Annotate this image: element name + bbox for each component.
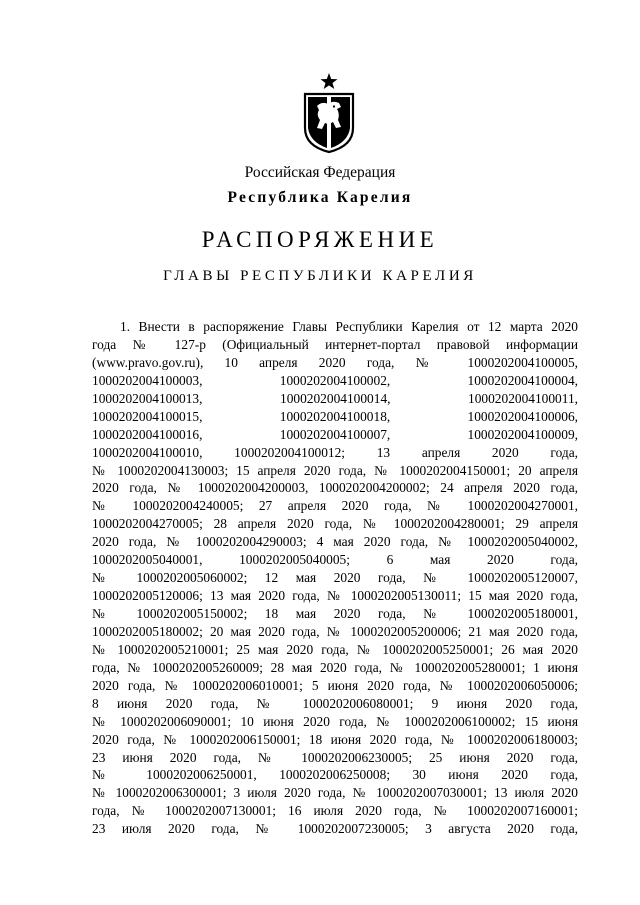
body-line: 23 июля 2020 года, № 1000202007230005; 3 августа 2020 года, xyxy=(92,821,578,837)
body-line: 2020 года, № 1000202006010001; 5 июня 2020 года, № 1000202006050006; xyxy=(92,677,578,693)
body-line: года, № 1000202005260009; 28 мая 2020 года, № 1000202005280001; 1 июня xyxy=(92,659,578,675)
body-line: 1. Внести в распоряжение Главы Республики Карелия от 12 марта 2020 xyxy=(120,319,578,334)
karelia-coat-of-arms-icon xyxy=(300,72,358,154)
body-line: 1000202005180002; 20 мая 2020 года, № 1000202005200006; 21 мая 2020 года, xyxy=(92,623,578,639)
body-line: 23 июня 2020 года, № 1000202006230005; 25 июня 2020 года, xyxy=(92,749,578,765)
body-line: № 1000202005210001; 25 мая 2020 года, № 1000202005250001; 26 мая 2020 xyxy=(92,641,578,657)
body-line: года № 127-р (Официальный интернет-портал правовой информации xyxy=(92,336,578,352)
body-line: 1000202004100016, 1000202004100007, 1000202004100009, xyxy=(92,426,578,442)
body-line: 1000202005120006; 13 мая 2020 года, № 1000202005130011; 15 мая 2020 года, xyxy=(92,588,578,604)
body-line: 2020 года, № 1000202004290003; 4 мая 2020 года, № 1000202005040002, xyxy=(92,534,578,550)
body-line: года, № 1000202007130001; 16 июля 2020 года, № 1000202007160001; xyxy=(92,803,578,819)
document-type: РАСПОРЯЖЕНИЕ xyxy=(201,227,439,252)
body-line: № 1000202005150002; 18 мая 2020 года, № 1000202005180001, xyxy=(92,606,578,621)
republic-name: Республика Карелия xyxy=(227,189,413,206)
document-body xyxy=(92,318,578,893)
body-line: (www.pravo.gov.ru), 10 апреля 2020 года, № 1000202004100005, xyxy=(92,354,578,370)
body-line: № 1000202006250001, 1000202006250008; 30 июня 2020 года, xyxy=(92,767,578,783)
emblem-star xyxy=(321,73,338,89)
body-line: 2020 года, № 1000202004200003, 1000202004200002; 24 апреля 2020 года, xyxy=(92,480,578,496)
body-line: № 1000202006300001; 3 июля 2020 года, № 1000202007030001; 13 июля 2020 xyxy=(92,785,578,801)
emblem-bear-eye xyxy=(333,105,335,107)
body-line: 1000202004100010, 1000202004100012; 13 апреля 2020 года, xyxy=(92,444,578,460)
body-line: № 1000202004130003; 15 апреля 2020 года, № 1000202004150001; 20 апреля xyxy=(92,462,578,478)
body-line: 1000202004100013, 1000202004100014, 1000202004100011, xyxy=(92,390,578,406)
body-line: 1000202004270005; 28 апреля 2020 года, № 1000202004280001; 29 апреля xyxy=(92,516,578,532)
body-line: № 1000202006090001; 10 июня 2020 года, № 1000202006100002; 15 июня xyxy=(92,713,578,729)
body-line: № 1000202004240005; 27 апреля 2020 года, № 1000202004270001, xyxy=(92,498,578,514)
body-line: 1000202004100003, 1000202004100002, 1000202004100004, xyxy=(92,372,578,388)
country-name: Российская Федерация xyxy=(244,164,396,181)
body-line: 2020 года, № 1000202006150001; 18 июня 2020 года, № 1000202006180003; xyxy=(92,731,578,747)
body-line: № 1000202005060002; 12 мая 2020 года, № 1000202005120007, xyxy=(92,570,578,586)
body-line: 8 июня 2020 года, № 1000202006080001; 9 июня 2020 года, xyxy=(92,695,578,711)
body-line: 1000202005040001, 1000202005040005; 6 мая 2020 года, xyxy=(92,552,578,568)
document-issuer: ГЛАВЫ РЕСПУБЛИКИ КАРЕЛИЯ xyxy=(163,268,477,284)
body-line: 1000202004100015, 1000202004100018, 1000202004100006, xyxy=(92,408,578,424)
